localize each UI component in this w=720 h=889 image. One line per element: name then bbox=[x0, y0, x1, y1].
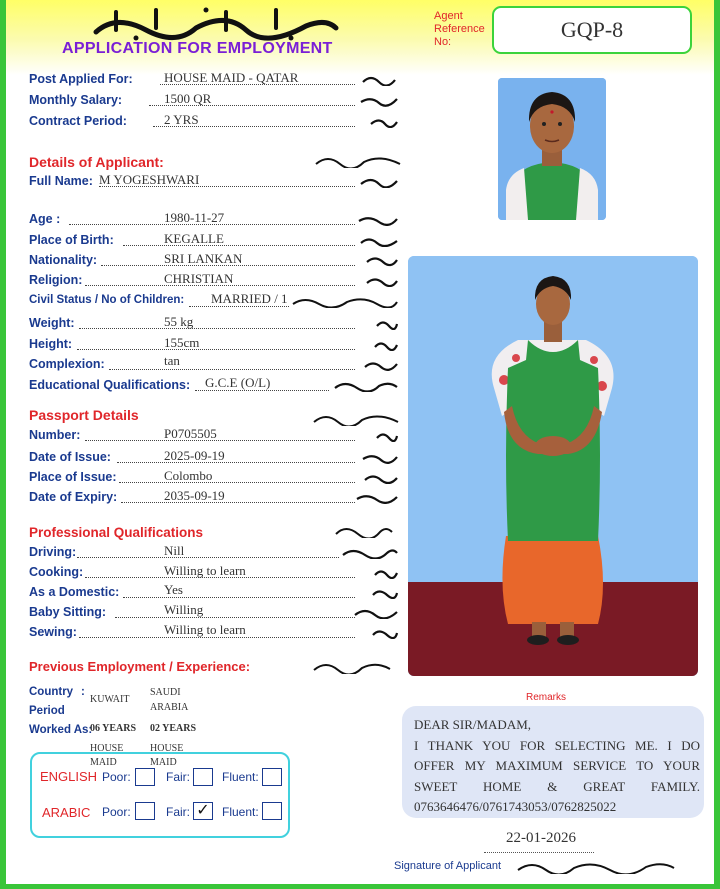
religion-row: Religion: CHRISTIAN bbox=[29, 271, 399, 291]
arabic-applicant-heading bbox=[314, 152, 402, 168]
arabic-label-religion bbox=[365, 273, 399, 287]
arabic-label-post bbox=[361, 72, 399, 86]
arabic-label-weight bbox=[375, 316, 399, 330]
arabic-label-name bbox=[359, 174, 399, 188]
remarks-box bbox=[402, 706, 704, 818]
arabic-experience-heading bbox=[312, 658, 392, 674]
remarks-line: SWEET HOME & GREAT FAMILY. bbox=[414, 778, 700, 794]
arabic-signature-label bbox=[516, 858, 676, 874]
arabic-label-contract bbox=[369, 114, 399, 128]
arabic-label-driving bbox=[341, 545, 399, 559]
arabic-label-nationality bbox=[365, 253, 399, 267]
issue-date-value: 2025-09-19 bbox=[164, 448, 225, 463]
full-name-row: Full Name: M YOGESHWARI bbox=[29, 172, 399, 192]
cooking-value: Willing to learn bbox=[164, 563, 246, 578]
exp-1-country: KUWAIT bbox=[90, 694, 130, 705]
arabic-poor-checkbox[interactable] bbox=[135, 802, 155, 820]
full-name-value: M YOGESHWARI bbox=[99, 172, 200, 187]
skills-section-title: Professional Qualifications bbox=[29, 525, 204, 540]
agent-reference-label: Agent Reference No: bbox=[434, 10, 485, 48]
nationality-row: Nationality: SRI LANKAN bbox=[29, 251, 399, 271]
post-applied-value: HOUSE MAID - QATAR bbox=[164, 70, 299, 85]
exp-2-period: 02 YEARS bbox=[150, 723, 197, 734]
english-fluent-checkbox[interactable] bbox=[262, 768, 282, 786]
arabic-fluent-label: Fluent: bbox=[222, 805, 259, 819]
arabic-label-cooking bbox=[373, 565, 399, 579]
weight-value: 55 kg bbox=[164, 314, 194, 329]
arabic-label-dob bbox=[357, 212, 399, 226]
full-body-photo bbox=[408, 256, 698, 676]
languages-box bbox=[30, 752, 290, 838]
exp-2-country: SAUDI ARABIA bbox=[150, 687, 189, 713]
english-fair-label: Fair: bbox=[166, 770, 190, 784]
cooking-row: Cooking: Willing to learn bbox=[29, 563, 399, 583]
english-poor-checkbox[interactable] bbox=[135, 768, 155, 786]
birthplace-value: KEGALLE bbox=[164, 231, 224, 246]
age-row: Age : 1980-11-27 bbox=[29, 210, 399, 230]
arabic-fluent-checkbox[interactable] bbox=[262, 802, 282, 820]
remarks-line: I THANK YOU FOR SELECTING ME. I DO bbox=[414, 737, 700, 753]
education-row: Educational Qualifications: G.C.E (O/L) bbox=[29, 376, 399, 396]
expiry-row: Date of Expiry: 2035-09-19 bbox=[29, 488, 399, 508]
passport-section-title: Passport Details bbox=[29, 407, 139, 423]
applicant-section-title: Details of Applicant: bbox=[29, 154, 164, 170]
driving-row: Driving: Nill bbox=[29, 543, 399, 563]
education-value: G.C.E (O/L) bbox=[205, 375, 271, 390]
sewing-value: Willing to learn bbox=[164, 622, 246, 637]
english-fair-checkbox[interactable] bbox=[193, 768, 213, 786]
post-applied-row: Post Applied For: HOUSE MAID - QATAR bbox=[29, 70, 399, 90]
height-row: Height: 155cm bbox=[29, 335, 399, 355]
worked-as-label: Worked As: bbox=[29, 724, 93, 736]
issue-place-row: Place of Issue: Colombo bbox=[29, 468, 399, 488]
arabic-label-expiry bbox=[355, 490, 399, 504]
salary-row: Monthly Salary: 1500 QR bbox=[29, 91, 399, 111]
baby-sitting-value: Willing bbox=[164, 602, 204, 617]
arabic-passport-heading bbox=[312, 410, 400, 426]
sewing-row: Sewing: Willing to learn bbox=[29, 623, 399, 643]
signature-date: 22-01-2026 bbox=[506, 830, 576, 846]
remarks-line: DEAR SIR/MADAM, bbox=[414, 717, 532, 732]
exp-2-worked-as: HOUSE MAID bbox=[150, 743, 184, 768]
arabic-label-issue-date bbox=[361, 450, 399, 464]
remarks-label: Remarks bbox=[526, 692, 567, 703]
arabic-label-baby-sitting bbox=[353, 605, 399, 619]
signature-line bbox=[484, 852, 594, 853]
language-english: ENGLISH bbox=[40, 769, 98, 784]
arabic-label-civil bbox=[291, 294, 399, 308]
civil-status-row: Civil Status / No of Children: MARRIED / 1 bbox=[29, 292, 399, 312]
arabic-label-domestic bbox=[371, 585, 399, 599]
arabic-label-height bbox=[373, 337, 399, 351]
complexion-value: tan bbox=[164, 353, 180, 368]
experience-section-title: Previous Employment / Experience: bbox=[29, 659, 251, 674]
arabic-label-complexion bbox=[363, 357, 399, 371]
issue-date-row: Date of Issue: 2025-09-19 bbox=[29, 448, 399, 468]
issue-place-value: Colombo bbox=[164, 468, 213, 483]
country-label: Country bbox=[29, 686, 74, 698]
arabic-fair-label: Fair: bbox=[166, 805, 190, 819]
civil-status-value: MARRIED / 1 bbox=[211, 291, 288, 306]
contract-value: 2 YRS bbox=[164, 112, 199, 127]
arabic-label-issue-place bbox=[363, 470, 399, 484]
exp-1-period: 06 YEARS bbox=[90, 723, 137, 734]
portrait-illustration bbox=[498, 78, 606, 220]
passport-number-value: P0705505 bbox=[164, 426, 217, 441]
country-colon: : bbox=[81, 686, 85, 698]
period-label: Period bbox=[29, 705, 65, 717]
complexion-row: Complexion: tan bbox=[29, 355, 399, 375]
arabic-label-education bbox=[333, 378, 399, 392]
domestic-value: Yes bbox=[164, 582, 183, 597]
dob-value: 1980-11-27 bbox=[164, 210, 225, 225]
height-value: 155cm bbox=[164, 335, 200, 350]
arabic-label-salary bbox=[359, 93, 399, 107]
remarks-phone-line: 0763646476/0761743053/0762825022 bbox=[414, 799, 617, 814]
weight-row: Weight: 55 kg bbox=[29, 314, 399, 334]
arabic-title-calligraphy bbox=[86, 4, 346, 44]
passport-number-row: Number: P0705505 bbox=[29, 426, 399, 446]
arabic-label-number bbox=[375, 428, 399, 442]
arabic-fair-checkbox-checked[interactable]: ✓ bbox=[193, 802, 213, 820]
passport-photo bbox=[498, 78, 606, 220]
full-body-illustration bbox=[408, 256, 698, 676]
religion-value: CHRISTIAN bbox=[164, 271, 234, 286]
arabic-label-sewing bbox=[371, 625, 399, 639]
arabic-poor-label: Poor: bbox=[102, 805, 131, 819]
baby-sitting-row: Baby Sitting: Willing bbox=[29, 603, 399, 623]
language-arabic: ARABIC bbox=[42, 805, 91, 820]
english-poor-label: Poor: bbox=[102, 770, 131, 784]
exp-1-worked-as: HOUSE MAID bbox=[90, 743, 124, 768]
expiry-value: 2035-09-19 bbox=[164, 488, 225, 503]
signature-label: Signature of Applicant bbox=[394, 860, 502, 872]
driving-value: Nill bbox=[164, 543, 185, 558]
arabic-label-birthplace bbox=[359, 233, 399, 247]
domestic-row: As a Domestic: Yes bbox=[29, 583, 399, 603]
salary-value: 1500 QR bbox=[164, 91, 212, 106]
agent-reference-box bbox=[492, 6, 692, 54]
birthplace-row: Place of Birth: KEGALLE bbox=[29, 231, 399, 251]
contract-row: Contract Period: 2 YRS bbox=[29, 112, 399, 132]
form-title: APPLICATION FOR EMPLOYMENT bbox=[62, 40, 333, 57]
english-fluent-label: Fluent: bbox=[222, 770, 259, 784]
agent-reference-value: GQP-8 bbox=[560, 17, 624, 42]
arabic-skills-heading bbox=[334, 522, 394, 538]
remarks-line: OFFER MY MAXIMUM SERVICE TO YOUR bbox=[414, 758, 700, 773]
nationality-value: SRI LANKAN bbox=[164, 251, 243, 266]
